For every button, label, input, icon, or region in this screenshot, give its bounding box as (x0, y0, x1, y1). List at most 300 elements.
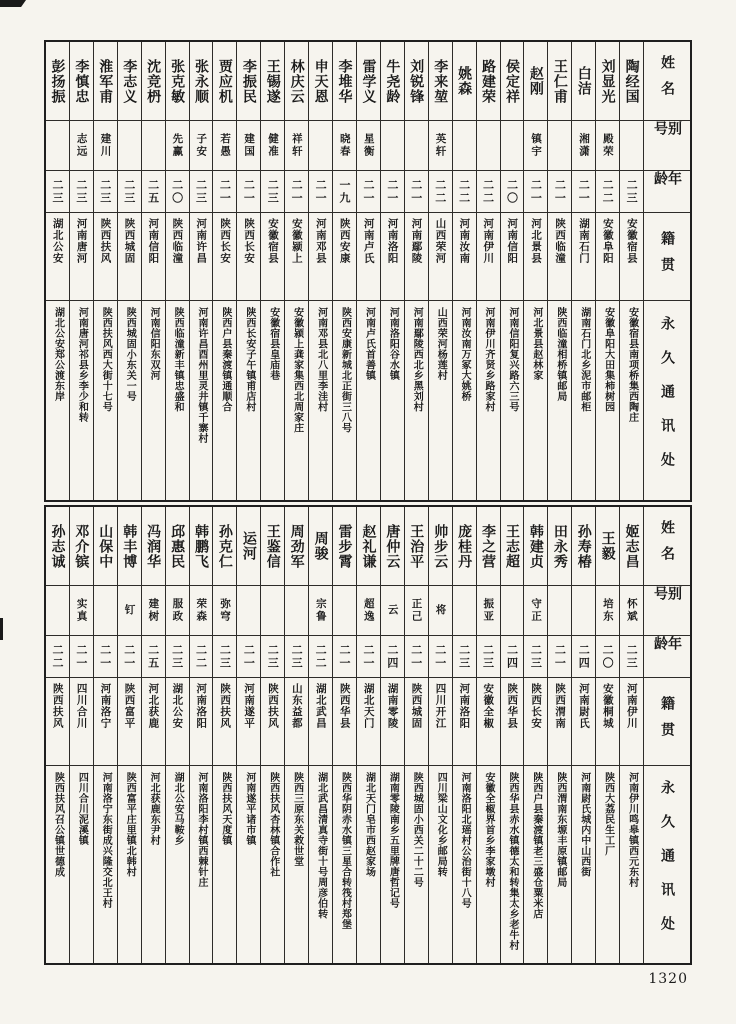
person-age: 二三 (218, 643, 232, 670)
person-name: 王锡遂 (264, 58, 281, 104)
native-place-cell (70, 212, 93, 300)
name-cell (357, 42, 380, 120)
person-column (141, 507, 165, 963)
name-cell (429, 42, 452, 120)
person-address: 陕西城固小西关二十二号 (411, 772, 423, 888)
person-column (93, 507, 117, 963)
person-age: 二三 (50, 178, 64, 205)
address-cell (142, 765, 165, 963)
alias-cell (142, 120, 165, 170)
person-native-place: 陕西扶风 (219, 683, 232, 729)
address-cell (548, 765, 571, 963)
name-cell (142, 42, 165, 120)
address-cell (453, 765, 476, 963)
age-cell (46, 170, 69, 212)
header-alias-cell (644, 120, 690, 170)
person-native-place: 湖南石门 (577, 218, 590, 264)
person-alias: 振亚 (482, 598, 495, 623)
person-native-place: 四川合川 (75, 683, 88, 729)
person-alias: 云 (386, 604, 399, 617)
person-age: 二一 (553, 178, 567, 205)
person-alias: 建树 (147, 598, 160, 623)
person-address: 陕西三原东关救世堂 (291, 772, 303, 867)
address-cell (237, 765, 260, 963)
address-cell (142, 300, 165, 500)
age-cell (381, 170, 404, 212)
alias-cell (405, 120, 428, 170)
person-address: 陕西华阴赤水镇三星合转筏村郑堡 (339, 772, 351, 930)
alias-cell (524, 585, 547, 635)
person-column (165, 507, 189, 963)
person-age: 二三 (625, 178, 639, 205)
person-alias: 湘潇 (577, 133, 590, 158)
person-age: 二三 (74, 178, 88, 205)
person-column (452, 42, 476, 500)
age-cell (118, 635, 141, 677)
person-native-place: 陕西城固 (123, 218, 136, 264)
person-address: 湖北武昌清真寺街十号周彦伯转 (315, 772, 327, 919)
person-native-place: 山东益都 (290, 683, 303, 729)
native-place-cell (381, 677, 404, 765)
person-name: 邱惠民 (169, 523, 186, 569)
person-native-place: 四川开江 (434, 683, 447, 729)
native-place-cell (94, 212, 117, 300)
person-name: 王仁甫 (551, 58, 568, 104)
native-place-cell (429, 212, 452, 300)
person-address: 河南卢氏首善镇 (363, 307, 375, 381)
person-name: 张永顺 (192, 58, 209, 104)
native-place-cell (429, 677, 452, 765)
person-column (356, 507, 380, 963)
header-native-label: 籍贯 (659, 230, 676, 283)
age-cell (309, 635, 332, 677)
age-cell (166, 635, 189, 677)
alias-cell (285, 120, 308, 170)
person-column (46, 42, 69, 500)
alias-cell (381, 585, 404, 635)
name-cell (213, 42, 236, 120)
registry-table-top (44, 40, 692, 502)
person-name: 王治平 (408, 523, 425, 569)
person-address: 陕西渭南东塬丰原镇邮局 (554, 772, 566, 888)
person-column (404, 42, 428, 500)
alias-cell (237, 120, 260, 170)
native-place-cell (166, 212, 189, 300)
person-alias: 钉 (123, 604, 136, 617)
native-place-cell (548, 212, 571, 300)
person-native-place: 陕西长安 (219, 218, 232, 264)
person-name: 孙克仁 (216, 523, 233, 569)
person-alias: 正己 (410, 598, 423, 623)
address-cell (333, 300, 356, 500)
person-alias: 镇宇 (530, 133, 543, 158)
native-place-cell (620, 677, 643, 765)
person-column (452, 507, 476, 963)
person-native-place: 安徽颍上 (290, 218, 303, 264)
person-name: 姚森 (456, 66, 473, 96)
alias-cell (46, 585, 69, 635)
person-name: 李之营 (480, 523, 497, 569)
person-address: 河南唐河祁县乡李少和转 (76, 307, 88, 423)
alias-cell (70, 585, 93, 635)
alias-cell (357, 585, 380, 635)
person-alias: 志远 (75, 133, 88, 158)
person-name: 冯润华 (145, 523, 162, 569)
person-address: 陕西大荔民生工厂 (602, 772, 614, 856)
person-native-place: 河南信阳 (506, 218, 519, 264)
person-name: 陶经国 (623, 58, 640, 104)
person-name: 李来堃 (432, 58, 449, 104)
person-column (380, 42, 404, 500)
header-alias-cell (644, 585, 690, 635)
person-age: 二二 (601, 178, 615, 205)
person-name: 淮军甫 (97, 58, 114, 104)
person-address: 河南邓县北八里李洼村 (315, 307, 327, 412)
person-alias: 守正 (530, 598, 543, 623)
person-alias: 建川 (99, 133, 112, 158)
person-name: 沈竞枬 (145, 58, 162, 104)
age-cell (596, 170, 619, 212)
person-column (523, 42, 547, 500)
person-age: 二二 (50, 643, 64, 670)
person-age: 二一 (314, 178, 328, 205)
person-column (380, 507, 404, 963)
age-cell (596, 635, 619, 677)
person-age: 二一 (409, 643, 423, 670)
name-cell (46, 507, 69, 585)
age-cell (237, 635, 260, 677)
alias-cell (213, 585, 236, 635)
person-native-place: 湖南零陵 (386, 683, 399, 729)
name-cell (142, 507, 165, 585)
age-cell (285, 635, 308, 677)
address-cell (261, 300, 284, 500)
age-cell (94, 635, 117, 677)
person-column (212, 42, 236, 500)
person-age: 二二 (481, 178, 495, 205)
alias-cell (190, 120, 213, 170)
person-alias: 健准 (267, 133, 279, 158)
name-cell (524, 42, 547, 120)
native-place-cell (620, 212, 643, 300)
age-cell (524, 170, 547, 212)
person-name: 唐仲云 (384, 523, 401, 569)
person-native-place: 陕西长安 (530, 683, 543, 729)
person-name: 姬志昌 (623, 523, 640, 569)
person-address: 陕西临潼相桥镇邮局 (554, 307, 566, 402)
native-place-cell (501, 677, 524, 765)
header-native-cell (644, 677, 690, 765)
person-address: 河南许昌酉州里灵井镇千寨村 (195, 307, 207, 444)
age-cell (237, 170, 260, 212)
alias-cell (477, 585, 500, 635)
age-cell (548, 170, 571, 212)
alias-cell (477, 120, 500, 170)
person-column (356, 42, 380, 500)
person-alias: 星衡 (362, 133, 375, 158)
person-name: 周骏 (312, 531, 329, 561)
person-age: 二一 (242, 643, 256, 670)
person-native-place: 安徽桐城 (601, 683, 614, 729)
name-cell (166, 42, 189, 120)
alias-cell (309, 120, 332, 170)
person-address: 河北景县赵林家 (530, 307, 542, 381)
native-place-cell (142, 212, 165, 300)
native-place-cell (261, 212, 284, 300)
person-name: 贾应机 (216, 58, 233, 104)
person-address: 安徽颍上龚家集西北周家庄 (291, 307, 303, 433)
person-address: 四川合川泥溪镇 (76, 772, 88, 846)
person-column (93, 42, 117, 500)
person-name: 王志超 (503, 523, 520, 569)
person-alias: 英轩 (434, 133, 447, 158)
alias-cell (548, 585, 571, 635)
alias-cell (381, 120, 404, 170)
age-cell (548, 635, 571, 677)
person-age: 二三 (266, 643, 280, 670)
person-native-place: 安徽全椒 (482, 683, 495, 729)
person-name: 张克敏 (169, 58, 186, 104)
header-name-label: 姓名 (659, 520, 676, 572)
alias-cell (118, 585, 141, 635)
person-age: 二〇 (505, 178, 519, 205)
person-address: 陕西扶风召公镇世德成 (52, 772, 64, 877)
person-column (500, 507, 524, 963)
native-place-cell (142, 677, 165, 765)
person-native-place: 陕西扶风 (99, 218, 112, 264)
person-column (165, 42, 189, 500)
person-name: 邓介镔 (73, 523, 90, 569)
header-age-label: 年龄 (652, 171, 683, 193)
age-cell (333, 170, 356, 212)
person-address: 安徽阜阳大田集柿树园 (602, 307, 614, 412)
person-age: 二一 (361, 643, 375, 670)
person-alias: 将 (434, 604, 447, 617)
address-cell (118, 765, 141, 963)
person-name: 侯定祥 (503, 58, 520, 104)
person-address: 河南信阳东双河 (148, 307, 160, 381)
address-cell (46, 300, 69, 500)
person-name: 韩鹏飞 (192, 523, 209, 569)
person-column (236, 507, 260, 963)
alias-cell (357, 120, 380, 170)
address-cell (429, 300, 452, 500)
alias-cell (572, 585, 595, 635)
name-cell (572, 507, 595, 585)
alias-cell (620, 120, 643, 170)
alias-cell (46, 120, 69, 170)
person-age: 一九 (338, 178, 352, 205)
person-name: 赵刚 (527, 66, 544, 96)
person-address: 河南尉氏城内中山西街 (578, 772, 590, 877)
person-native-place: 河南伊川 (625, 683, 638, 729)
header-name-label: 姓名 (659, 55, 676, 107)
native-place-cell (596, 677, 619, 765)
person-name: 李振民 (240, 58, 257, 104)
person-native-place: 河北获鹿 (147, 683, 160, 729)
native-place-cell (118, 677, 141, 765)
person-native-place: 河南遂平 (243, 683, 256, 729)
name-cell (237, 507, 260, 585)
person-name: 白洁 (575, 66, 592, 96)
person-address: 陕西扶风天度镇 (219, 772, 231, 846)
person-native-place: 陕西安康 (338, 218, 351, 264)
name-cell (70, 507, 93, 585)
person-native-place: 河南洛阳 (195, 683, 208, 729)
age-cell (261, 170, 284, 212)
address-cell (405, 765, 428, 963)
name-cell (118, 507, 141, 585)
name-cell (596, 507, 619, 585)
address-cell (213, 300, 236, 500)
native-place-cell (596, 212, 619, 300)
person-name: 刘锐锋 (408, 58, 425, 104)
person-age: 二一 (122, 643, 136, 670)
header-native-cell (644, 212, 690, 300)
name-cell (620, 42, 643, 120)
person-name: 韩建贞 (527, 523, 544, 569)
age-cell (166, 170, 189, 212)
native-place-cell (501, 212, 524, 300)
name-cell (333, 507, 356, 585)
person-name: 路建荣 (480, 58, 497, 104)
person-name: 雷步霄 (336, 523, 353, 569)
alias-cell (333, 120, 356, 170)
age-cell (405, 635, 428, 677)
address-cell (620, 765, 643, 963)
person-address: 湖北天门皂市西赵家场 (363, 772, 375, 877)
person-native-place: 河南唐河 (75, 218, 88, 264)
address-cell (94, 765, 117, 963)
person-name: 王毅 (599, 531, 616, 561)
person-native-place: 湖北天门 (362, 683, 375, 729)
person-alias: 若愚 (219, 133, 232, 158)
native-place-cell (381, 212, 404, 300)
person-native-place: 陕西临潼 (171, 218, 184, 264)
person-name: 山保中 (97, 523, 114, 569)
person-alias: 超逸 (362, 598, 375, 623)
age-cell (501, 170, 524, 212)
age-cell (572, 170, 595, 212)
address-cell (620, 300, 643, 500)
address-cell (94, 300, 117, 500)
address-cell (237, 300, 260, 500)
person-column (476, 507, 500, 963)
address-cell (285, 765, 308, 963)
alias-cell (501, 120, 524, 170)
person-address: 陕西扶风杏林镇合作社 (267, 772, 279, 877)
person-age: 二三 (481, 643, 495, 670)
person-native-place: 安徽宿县 (625, 218, 638, 264)
alias-cell (548, 120, 571, 170)
person-age: 二二 (457, 178, 471, 205)
person-address: 陕西安康新城北正街三八号 (339, 307, 351, 433)
person-age: 二四 (385, 643, 399, 670)
person-column (308, 42, 332, 500)
address-cell (501, 300, 524, 500)
person-column (189, 42, 213, 500)
person-column (236, 42, 260, 500)
person-age: 二一 (433, 643, 447, 670)
native-place-cell (118, 212, 141, 300)
person-address: 安徽全椒界首乡李家墩村 (483, 772, 495, 888)
person-column (547, 42, 571, 500)
alias-cell (596, 120, 619, 170)
alias-cell (620, 585, 643, 635)
person-native-place: 河南邓县 (314, 218, 327, 264)
person-native-place: 陕西华县 (338, 683, 351, 729)
person-alias: 殿荣 (601, 133, 614, 158)
person-age: 二一 (553, 643, 567, 670)
person-native-place: 河南洛阳 (386, 218, 399, 264)
person-column (141, 42, 165, 500)
person-native-place: 河南洛阳 (458, 683, 471, 729)
person-age: 二一 (577, 178, 591, 205)
person-native-place: 湖北公安 (51, 218, 64, 264)
person-age: 二一 (409, 178, 423, 205)
native-place-cell (453, 677, 476, 765)
person-native-place: 河南鄢陵 (410, 218, 423, 264)
header-address-label: 永久通讯处 (659, 779, 676, 950)
scan-artifact (0, 0, 26, 7)
person-native-place: 陕西城固 (410, 683, 423, 729)
age-cell (333, 635, 356, 677)
name-cell (429, 507, 452, 585)
person-native-place: 河南尉氏 (577, 683, 590, 729)
native-place-cell (237, 212, 260, 300)
person-age: 二一 (242, 178, 256, 205)
person-column (595, 507, 619, 963)
person-address: 河南鄢陵西北乡黑刘村 (411, 307, 423, 412)
person-alias: 培东 (601, 598, 614, 623)
person-name: 庞桂丹 (456, 523, 473, 569)
name-cell (620, 507, 643, 585)
native-place-cell (524, 677, 547, 765)
address-cell (166, 300, 189, 500)
name-cell (453, 42, 476, 120)
person-address: 陕西户县秦渡镇通顺合 (219, 307, 231, 412)
name-cell (70, 42, 93, 120)
alias-cell (309, 585, 332, 635)
person-name: 王鉴信 (264, 523, 281, 569)
person-name: 田永秀 (551, 523, 568, 569)
person-column (189, 507, 213, 963)
person-name: 赵礼谦 (360, 523, 377, 569)
person-address: 河南汝南万冢大姚桥 (459, 307, 471, 402)
name-cell (501, 42, 524, 120)
address-cell (190, 300, 213, 500)
person-age: 二二 (433, 178, 447, 205)
person-alias: 怀斌 (625, 598, 638, 623)
person-age: 二五 (146, 178, 160, 205)
address-cell (596, 300, 619, 500)
address-cell (309, 300, 332, 500)
native-place-cell (548, 677, 571, 765)
age-cell (285, 170, 308, 212)
native-place-cell (94, 677, 117, 765)
person-alias: 实真 (75, 598, 88, 623)
person-native-place: 陕西扶风 (51, 683, 64, 729)
address-cell (572, 300, 595, 500)
address-cell (261, 765, 284, 963)
native-place-cell (309, 212, 332, 300)
person-column (523, 507, 547, 963)
person-address: 河南洛阳李村镇西棘针庄 (195, 772, 207, 888)
person-native-place: 安徽阜阳 (601, 218, 614, 264)
person-native-place: 河南卢氏 (362, 218, 375, 264)
alias-cell (261, 120, 284, 170)
age-cell (190, 635, 213, 677)
